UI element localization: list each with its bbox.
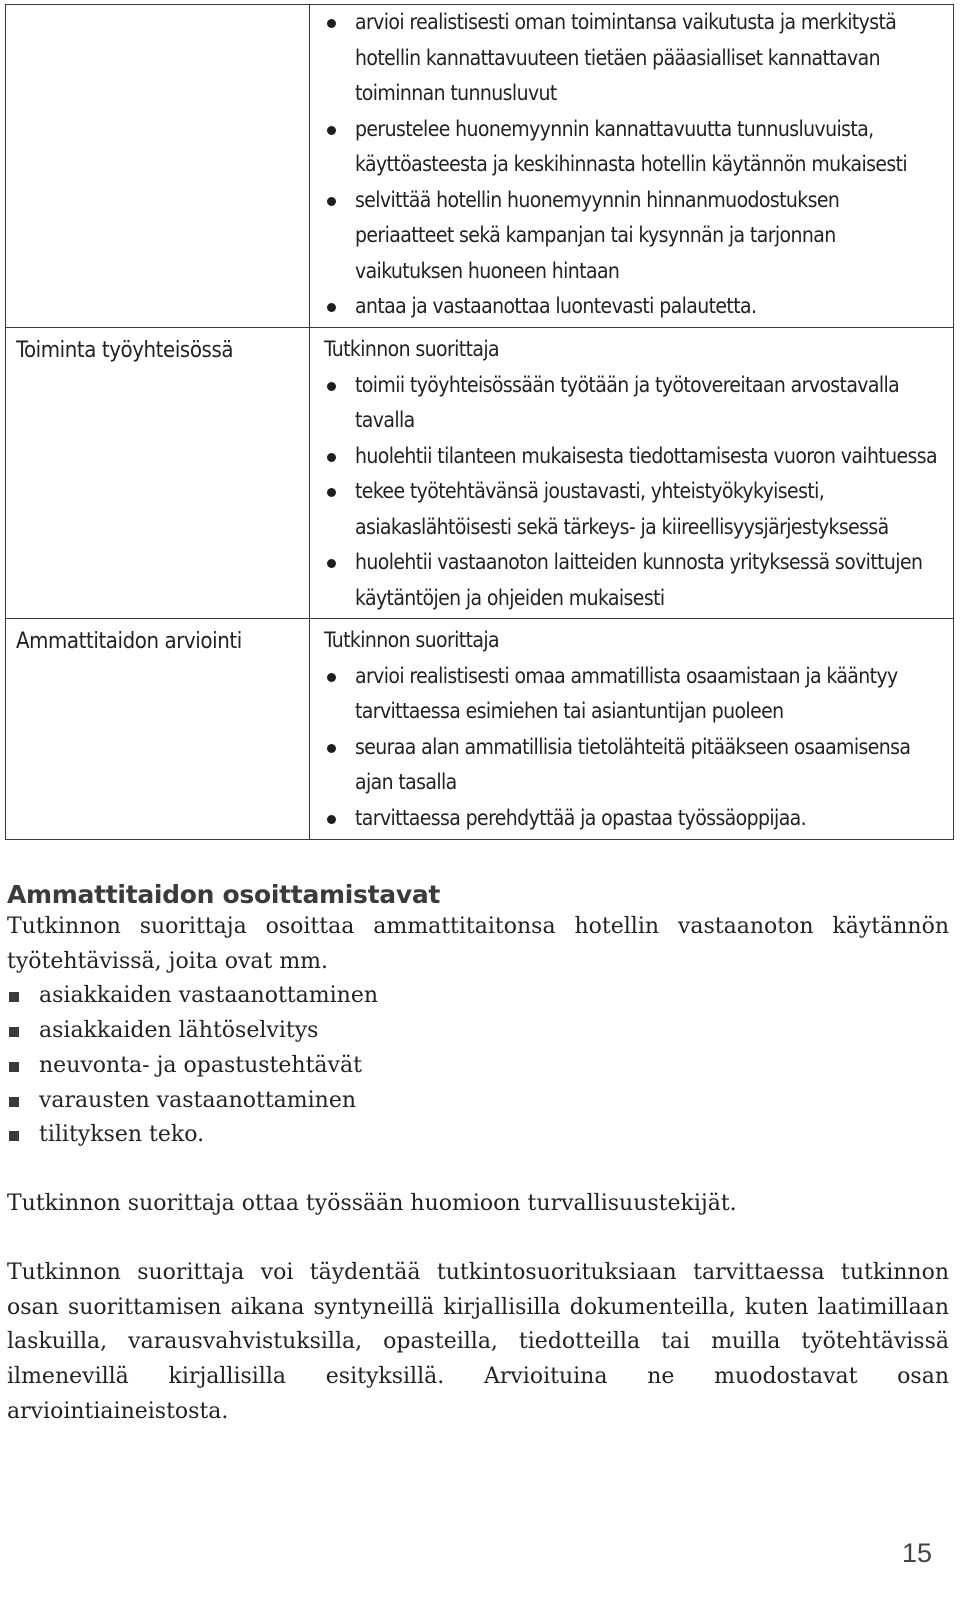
list-item: varausten vastaanottaminen: [7, 1084, 949, 1119]
bullet-icon: [327, 453, 336, 462]
list-item: asiakkaiden vastaanottaminen: [7, 979, 949, 1014]
row-lead: Tutkinnon suorittaja: [324, 337, 500, 361]
square-bullet-icon: [9, 992, 19, 1002]
row-content: [310, 619, 953, 839]
bullet-icon: [327, 673, 336, 682]
paragraph: Tutkinnon suorittaja ottaa työssään huomioon turvallisuustekijät.: [7, 1191, 737, 1216]
row-content: [310, 328, 953, 618]
bullet-icon: [327, 197, 336, 206]
list-item: tarvittaessa perehdyttää ja opastaa työssäoppijaa.: [324, 801, 941, 837]
table-row: [6, 327, 953, 618]
row-content: [310, 5, 953, 327]
list-item: asiakkaiden lähtöselvitys: [7, 1014, 949, 1049]
list-item: selvittää hotellin huonemyynnin hinnanmuodostuksen periaatteet sekä kampanjan tai kysynnän ja tarjonnan vaikutuksen huoneen hintaan: [324, 183, 941, 290]
list-item: tilityksen teko.: [7, 1118, 949, 1153]
bullet-icon: [327, 126, 336, 135]
table-row: [6, 5, 953, 327]
bullet-icon: [327, 303, 336, 312]
bullet-list: [324, 368, 941, 617]
list-item: tekee työtehtävänsä joustavasti, yhteistyökykyisesti, asiakaslähtöisesti sekä tärkeys- ja kiireellisyysjärjestyksessä: [324, 474, 941, 545]
row-heading: Ammattitaidon arviointi: [6, 619, 310, 839]
bullet-icon: [327, 815, 336, 824]
list-item: huolehtii vastaanoton laitteiden kunnosta yrityksessä sovittujen käytäntöjen ja ohjeiden mukaisesti: [324, 545, 941, 616]
intro-paragraph: Tutkinnon suorittaja osoittaa ammattitaitonsa hotellin vastaanoton käytännön työtehtävissä, joita ovat mm.: [7, 914, 949, 974]
list-item: toimii työyhteisössään työtään ja työtovereitaan arvostavalla tavalla: [324, 368, 941, 439]
square-bullet-icon: [9, 1097, 19, 1107]
bullet-list: [324, 659, 941, 837]
row-lead: Tutkinnon suorittaja: [324, 628, 500, 652]
bullet-icon: [327, 382, 336, 391]
square-bullet-icon: [9, 1027, 19, 1037]
list-item: neuvonta- ja opastustehtävät: [7, 1049, 949, 1084]
square-bullet-icon: [9, 1131, 19, 1141]
section-heading: Ammattitaidon osoittamistavat: [7, 880, 441, 909]
table-row: [6, 618, 953, 839]
bullet-icon: [327, 19, 336, 28]
demonstration-list: [7, 979, 949, 1153]
bullet-icon: [327, 488, 336, 497]
row-heading: Toiminta työyhteisössä: [6, 328, 310, 618]
list-item: antaa ja vastaanottaa luontevasti palautetta.: [324, 289, 941, 325]
bullet-icon: [327, 559, 336, 568]
list-item: arvioi realistisesti oman toimintansa vaikutusta ja merkitystä hotellin kannattavuuteen tietäen pääasialliset kannattavan toiminnan tunnusluvut: [324, 5, 941, 112]
list-item: seuraa alan ammatillisia tietolähteitä pitääkseen osaamisensa ajan tasalla: [324, 730, 941, 801]
list-item: arvioi realistisesti omaa ammatillista osaamistaan ja kääntyy tarvittaessa esimiehen tai asiantuntijan puoleen: [324, 659, 941, 730]
page-number: 15: [901, 1538, 932, 1568]
bullet-list: [324, 5, 941, 325]
paragraph: Tutkinnon suorittaja voi täydentää tutkintosuorituksiaan tarvittaessa tutkinnon osan suorittamisen aikana syntyneillä kirjallisilla dokumenteilla, kuten laatimillaan laskuilla, varausvahvistuksilla, opasteilla, tiedotteilla tai muilla työtehtävissä ilmenevillä kirjallisilla esityksillä. Arvioituina ne muodostavat osan arviointiaineistosta.: [7, 1260, 949, 1424]
square-bullet-icon: [9, 1062, 19, 1072]
list-item: huolehtii tilanteen mukaisesta tiedottamisesta vuoron vaihtuessa: [324, 439, 941, 475]
list-item: perustelee huonemyynnin kannattavuutta tunnusluvuista, käyttöasteesta ja keskihinnasta hotellin käytännön mukaisesti: [324, 112, 941, 183]
row-heading: [6, 5, 310, 327]
section-body: [7, 910, 949, 1153]
criteria-table: [5, 4, 954, 840]
bullet-icon: [327, 744, 336, 753]
